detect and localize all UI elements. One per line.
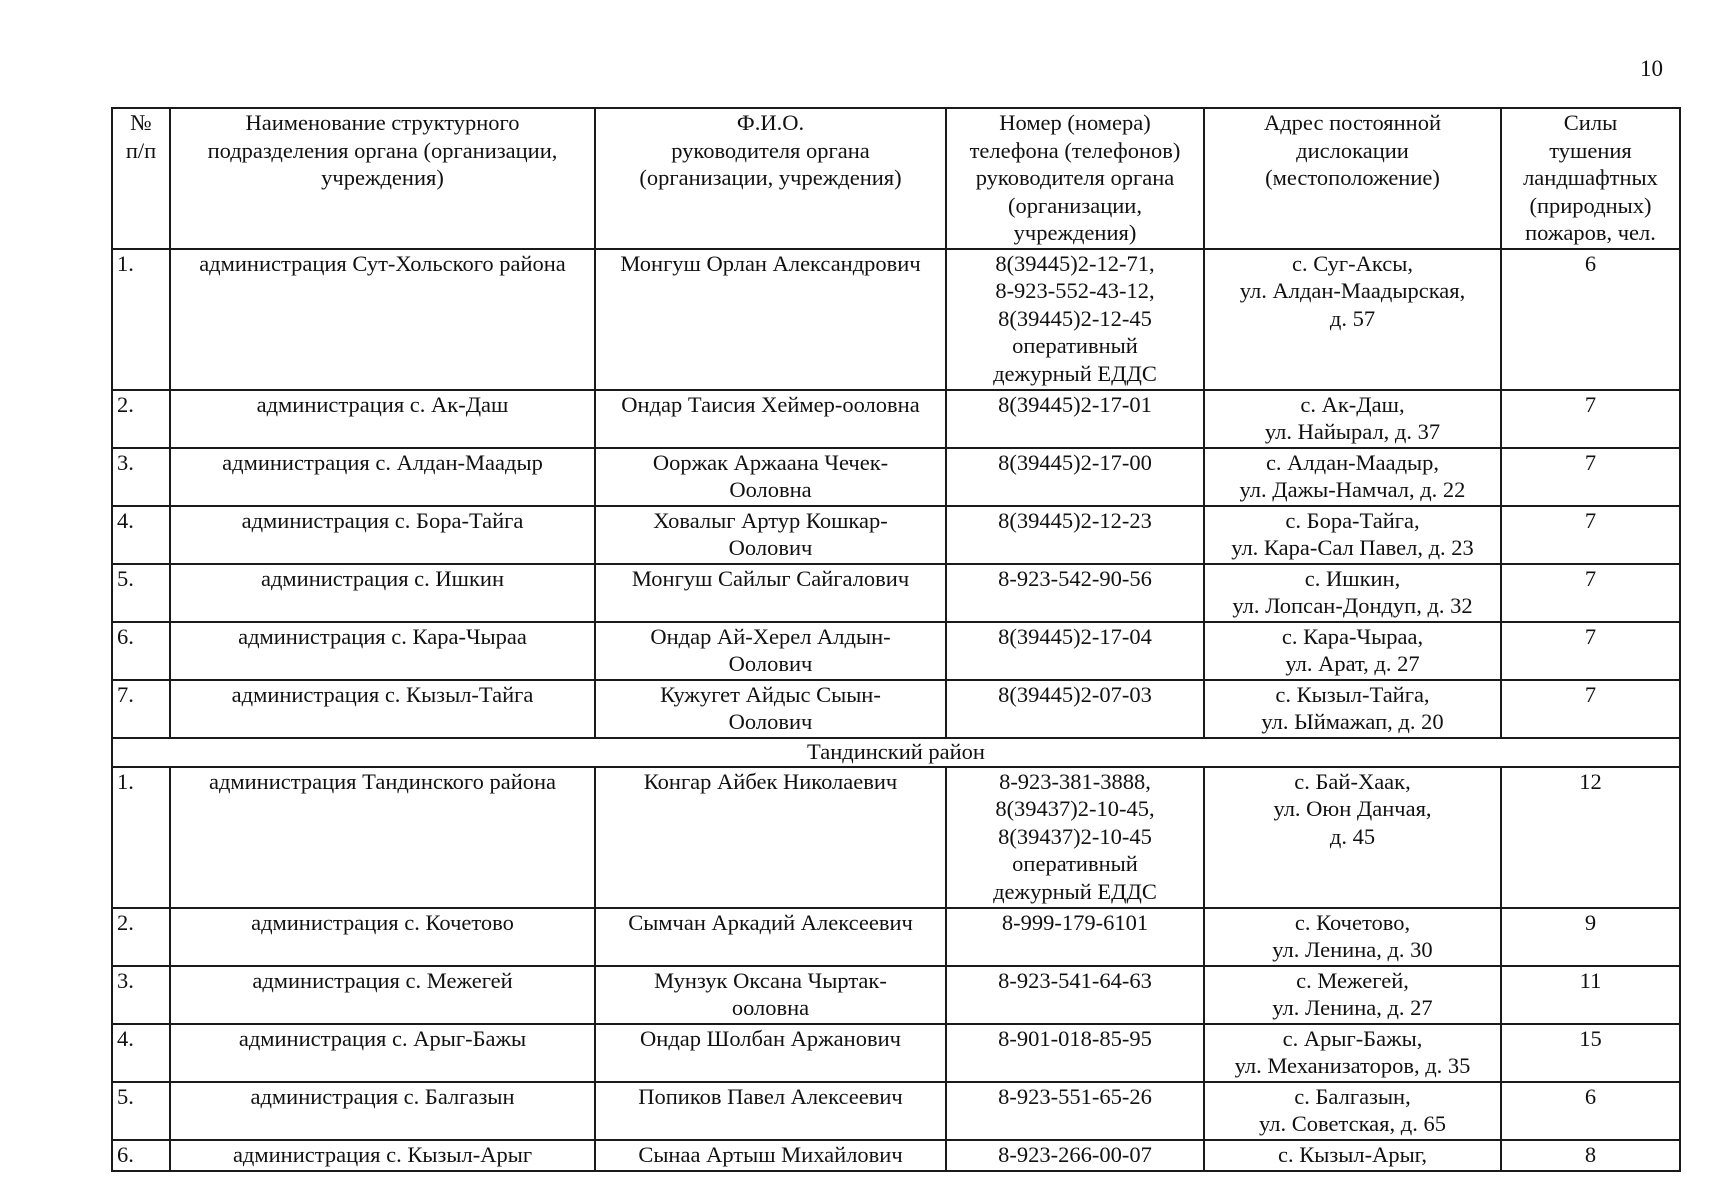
org-name-line: администрация с. Балгазын <box>250 1083 515 1109</box>
row-number: 4. <box>112 1024 170 1082</box>
org-name-line: администрация с. Ак-Даш <box>256 391 509 417</box>
header-num-line: п/п <box>125 137 157 163</box>
forces-count: 7 <box>1501 680 1680 738</box>
head-name <box>595 390 946 448</box>
header-forces-line: Силы <box>1563 110 1618 135</box>
address <box>1204 249 1501 390</box>
row-number: 2. <box>112 908 170 966</box>
header-num-line: № <box>130 110 152 135</box>
phone-numbers-line: 8(39437)2-10-45, <box>995 796 1155 821</box>
head-name-line: Кужугет Айдыс Сыын- <box>660 681 881 707</box>
phone-numbers-line: 8-923-542-90-56 <box>998 565 1152 591</box>
row-number: 6. <box>112 1140 170 1171</box>
head-name <box>595 1140 946 1171</box>
address-line: ул. Ыймажап, д. 20 <box>1261 709 1444 734</box>
forces-count: 7 <box>1501 448 1680 506</box>
table-row <box>112 506 1680 564</box>
header-phone-line: учреждения) <box>1013 220 1137 245</box>
phone-numbers <box>946 966 1204 1024</box>
head-name-line: Ондар Ай-Херел Алдын- <box>650 623 891 649</box>
head-name-line: Ооржак Аржаана Чечек- <box>652 449 889 475</box>
head-name <box>595 249 946 390</box>
table-header <box>112 108 1680 249</box>
address-line: д. 57 <box>1329 305 1376 331</box>
header-forces <box>1501 108 1680 249</box>
address-line: с. Кызыл-Тайга, <box>1275 681 1430 707</box>
forces-count: 15 <box>1501 1024 1680 1082</box>
address-line: ул. Арат, д. 27 <box>1285 651 1420 676</box>
header-org-line: подразделения органа (организации, <box>207 137 558 163</box>
address <box>1204 680 1501 738</box>
address <box>1204 1024 1501 1082</box>
org-name-line: администрация с. Кызыл-Тайга <box>231 681 534 707</box>
header-phone-line: Номер (номера) <box>999 110 1151 135</box>
address <box>1204 767 1501 908</box>
head-name <box>595 680 946 738</box>
phone-numbers <box>946 506 1204 564</box>
phone-numbers-line: 8-923-541-64-63 <box>998 967 1152 993</box>
phone-numbers-line: 8(39445)2-17-04 <box>998 623 1152 649</box>
head-name <box>595 622 946 680</box>
address-line: с. Суг-Аксы, <box>1291 250 1413 276</box>
org-name <box>170 966 595 1024</box>
head-name <box>595 1082 946 1140</box>
header-org <box>170 108 595 249</box>
org-name <box>170 622 595 680</box>
header-row <box>112 108 1680 249</box>
head-name-line: Конгар Айбек Николаевич <box>643 768 898 794</box>
org-name <box>170 506 595 564</box>
address <box>1204 1082 1501 1140</box>
head-name <box>595 966 946 1024</box>
address-line: ул. Найырал, д. 37 <box>1264 419 1441 444</box>
phone-numbers-line: 8(39445)2-17-01 <box>998 391 1152 417</box>
row-number: 3. <box>112 448 170 506</box>
address <box>1204 1140 1501 1171</box>
header-num <box>112 108 170 249</box>
section-row <box>112 738 1680 767</box>
address-line: с. Кызыл-Арыг, <box>1277 1141 1428 1167</box>
org-name <box>170 1140 595 1171</box>
head-name-line: Оолович <box>728 651 813 676</box>
forces-count: 6 <box>1501 1082 1680 1140</box>
table-row <box>112 680 1680 738</box>
org-name <box>170 1082 595 1140</box>
org-name <box>170 680 595 738</box>
org-name-line: администрация с. Бора-Тайга <box>241 507 524 533</box>
org-name-line: администрация с. Кара-Чыраа <box>238 623 527 649</box>
org-name-line: администрация с. Межегей <box>252 967 513 993</box>
phone-numbers-line: дежурный ЕДДС <box>993 360 1157 386</box>
org-name <box>170 564 595 622</box>
head-name-line: Ондар Шолбан Аржанович <box>640 1025 901 1051</box>
phone-numbers <box>946 390 1204 448</box>
phone-numbers-line: оперативный <box>1012 333 1138 358</box>
forces-count: 7 <box>1501 506 1680 564</box>
header-phone <box>946 108 1204 249</box>
head-name <box>595 506 946 564</box>
header-forces-line: тушения <box>1549 137 1632 163</box>
org-name-line: администрация Тандинского района <box>208 768 557 794</box>
phone-numbers-line: оперативный <box>1012 851 1138 876</box>
head-name-line: Сынаа Артыш Михайлович <box>638 1141 903 1167</box>
header-address-line: (местоположение) <box>1265 165 1440 190</box>
row-number: 1. <box>112 767 170 908</box>
address-line: с. Ишкин, <box>1304 565 1401 591</box>
org-name-line: администрация с. Ишкин <box>260 565 504 591</box>
page-number: 10 <box>1640 56 1663 81</box>
header-forces-line: пожаров, чел. <box>1525 220 1656 245</box>
section-title: Тандинский район <box>112 738 1680 767</box>
head-name-line: Ооловна <box>729 477 812 502</box>
table-row <box>112 966 1680 1024</box>
address-line: ул. Кара-Сал Павел, д. 23 <box>1231 535 1474 560</box>
address-line: с. Балгазын, <box>1294 1083 1411 1109</box>
table-row <box>112 564 1680 622</box>
forces-count: 12 <box>1501 767 1680 908</box>
head-name-line: Монгуш Орлан Александрович <box>620 250 921 276</box>
head-name-line: Сымчан Аркадий Алексеевич <box>628 909 913 935</box>
header-phone-line: руководителя органа <box>975 165 1175 190</box>
forces-count: 6 <box>1501 249 1680 390</box>
address-line: ул. Ленина, д. 30 <box>1272 937 1433 962</box>
header-address-line: дислокации <box>1296 137 1409 163</box>
org-name-line: администрация с. Арыг-Бажы <box>238 1025 527 1051</box>
address-line: ул. Ленина, д. 27 <box>1272 995 1433 1020</box>
table-row <box>112 448 1680 506</box>
phone-numbers-line: 8(39445)2-12-23 <box>998 507 1152 533</box>
row-number: 7. <box>112 680 170 738</box>
head-name <box>595 1024 946 1082</box>
org-name <box>170 249 595 390</box>
address-line: с. Алдан-Маадыр, <box>1265 449 1440 475</box>
forces-count: 7 <box>1501 564 1680 622</box>
head-name <box>595 448 946 506</box>
row-number: 1. <box>112 249 170 390</box>
org-name-line: администрация с. Кочетово <box>251 909 514 935</box>
head-name-line: Ховалыг Артур Кошкар- <box>653 507 888 533</box>
address <box>1204 622 1501 680</box>
address <box>1204 448 1501 506</box>
phone-numbers <box>946 1082 1204 1140</box>
forces-count: 11 <box>1501 966 1680 1024</box>
address-line: ул. Алдан-Маадырская, <box>1239 278 1466 303</box>
phone-numbers <box>946 249 1204 390</box>
head-name <box>595 767 946 908</box>
address <box>1204 966 1501 1024</box>
address-line: с. Кочетово, <box>1294 909 1411 935</box>
phone-numbers <box>946 448 1204 506</box>
head-name-line: Попиков Павел Алексеевич <box>638 1083 903 1109</box>
header-head <box>595 108 946 249</box>
header-head-line: руководителя органа <box>671 137 870 163</box>
phone-numbers-line: 8(39445)2-17-00 <box>998 449 1152 475</box>
address <box>1204 564 1501 622</box>
phone-numbers <box>946 1024 1204 1082</box>
phone-numbers-line: 8(39445)2-12-45 <box>998 305 1152 331</box>
row-number: 2. <box>112 390 170 448</box>
row-number: 6. <box>112 622 170 680</box>
head-name <box>595 908 946 966</box>
address-line: с. Бора-Тайга, <box>1285 507 1420 533</box>
address-line: с. Межегей, <box>1296 967 1409 993</box>
table-row <box>112 1140 1680 1171</box>
address-line: ул. Оюн Данчая, <box>1273 796 1432 821</box>
phone-numbers-line: 8-923-266-00-07 <box>998 1141 1152 1167</box>
phone-numbers <box>946 908 1204 966</box>
header-forces-line: ландшафтных <box>1523 165 1658 190</box>
table-row <box>112 249 1680 390</box>
row-number: 5. <box>112 564 170 622</box>
head-name-line: Мунзук Оксана Чыртак- <box>654 967 887 993</box>
org-name <box>170 908 595 966</box>
forces-count: 7 <box>1501 390 1680 448</box>
address-line: с. Арыг-Бажы, <box>1282 1025 1423 1051</box>
header-phone-line: (организации, <box>1008 192 1142 218</box>
header-address <box>1204 108 1501 249</box>
address <box>1204 506 1501 564</box>
phone-numbers <box>946 680 1204 738</box>
org-name <box>170 1024 595 1082</box>
org-name-line: администрация с. Кызыл-Арыг <box>232 1141 533 1167</box>
phone-numbers-line: 8(39437)2-10-45 <box>998 823 1152 849</box>
org-name-line: администрация с. Алдан-Маадыр <box>222 449 543 475</box>
head-name-line: ооловна <box>731 995 810 1020</box>
phone-numbers-line: 8-923-552-43-12, <box>995 278 1155 303</box>
address-line: д. 45 <box>1329 823 1376 849</box>
head-name-line: Ондар Таисия Хеймер-ооловна <box>621 391 920 417</box>
table-row <box>112 622 1680 680</box>
forces-count: 9 <box>1501 908 1680 966</box>
table-row <box>112 767 1680 908</box>
table-body <box>112 249 1680 1171</box>
head-name <box>595 564 946 622</box>
phone-numbers-line: 8(39445)2-07-03 <box>998 681 1152 707</box>
address-line: с. Бай-Хаак, <box>1294 768 1411 794</box>
address-line: ул. Механизаторов, д. 35 <box>1234 1053 1471 1078</box>
phone-numbers-line: 8-999-179-6101 <box>1001 909 1149 935</box>
phone-numbers-line: 8(39445)2-12-71, <box>995 250 1155 276</box>
head-name-line: Оолович <box>728 535 813 560</box>
org-name-line: администрация Сут-Хольского района <box>199 250 566 276</box>
table-row <box>112 908 1680 966</box>
phone-numbers-line: дежурный ЕДДС <box>993 878 1157 904</box>
table-row <box>112 1082 1680 1140</box>
address-line: с. Кара-Чыраа, <box>1281 623 1424 649</box>
table-row <box>112 390 1680 448</box>
header-head-line: Ф.И.О. <box>736 110 805 135</box>
address-line: с. Ак-Даш, <box>1300 391 1405 417</box>
head-name-line: Оолович <box>728 709 813 734</box>
phone-numbers <box>946 622 1204 680</box>
address <box>1204 390 1501 448</box>
phone-numbers <box>946 564 1204 622</box>
header-phone-line: телефона (телефонов) <box>969 137 1181 163</box>
data-table <box>111 107 1681 1172</box>
phone-numbers-line: 8-923-381-3888, <box>999 768 1151 794</box>
row-number: 5. <box>112 1082 170 1140</box>
forces-count: 7 <box>1501 622 1680 680</box>
header-address-line: Адрес постоянной <box>1263 110 1442 135</box>
header-forces-line: (природных) <box>1529 192 1652 218</box>
address-line: ул. Лопсан-Дондуп, д. 32 <box>1232 593 1473 618</box>
phone-numbers <box>946 1140 1204 1171</box>
header-org-line: Наименование структурного <box>245 110 520 135</box>
org-name <box>170 390 595 448</box>
header-head-line: (организации, учреждения) <box>639 165 902 190</box>
address-line: ул. Дажы-Намчал, д. 22 <box>1239 477 1466 502</box>
header-org-line: учреждения) <box>321 165 444 190</box>
address-line: ул. Советская, д. 65 <box>1259 1111 1446 1136</box>
address <box>1204 908 1501 966</box>
org-name <box>170 767 595 908</box>
org-name <box>170 448 595 506</box>
phone-numbers-line: 8-923-551-65-26 <box>998 1083 1152 1109</box>
row-number: 3. <box>112 966 170 1024</box>
forces-count: 8 <box>1501 1140 1680 1171</box>
head-name-line: Монгуш Сайлыг Сайгалович <box>631 565 910 591</box>
table-row <box>112 1024 1680 1082</box>
phone-numbers-line: 8-901-018-85-95 <box>998 1025 1152 1051</box>
phone-numbers <box>946 767 1204 908</box>
row-number: 4. <box>112 506 170 564</box>
